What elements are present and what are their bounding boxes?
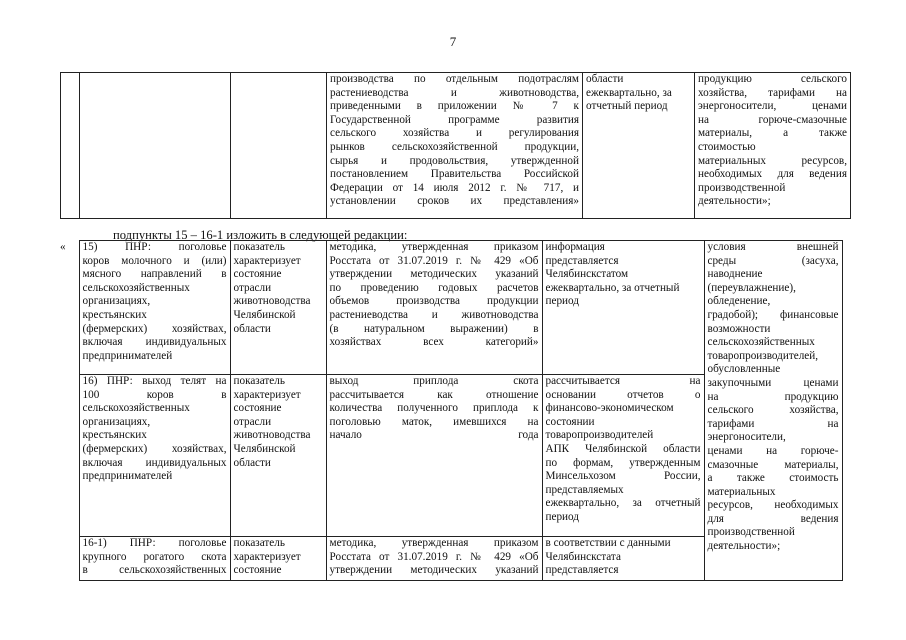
cell-line: стоимостью <box>698 140 756 153</box>
open-quote: « <box>60 240 66 253</box>
cell-line: производственной <box>698 181 786 194</box>
cell-line: производства по отдельным подотраслям <box>330 73 579 85</box>
cell-line: условия внешней <box>707 241 839 253</box>
cell-line: период <box>545 295 579 308</box>
cell-line: состояние <box>233 564 282 577</box>
row-16-source <box>542 375 704 537</box>
cell-line: (в натуральном выражении) в <box>329 322 539 335</box>
cell-line: 16-1) ПНР: поголовье <box>82 537 227 549</box>
cell-line: Росстата от 31.07.2019 г. № 429 «Об <box>329 254 539 267</box>
cell-line: 16) ПНР: выход телят на <box>82 375 227 387</box>
cell-line: обусловленные <box>707 363 781 376</box>
cell-line: Федерации от 14 июля 2012 г. № 717, и <box>330 181 579 194</box>
cell-line: состоянии <box>545 415 595 428</box>
cell-line: включая индивидуальных <box>82 336 227 349</box>
cell-line: растениеводства и животноводства <box>329 308 539 321</box>
cell-line: характеризует <box>233 550 301 563</box>
cell-line: мясного направлений в <box>82 268 227 281</box>
cell-line: Челябинской <box>233 442 296 455</box>
cell-line: продукцию сельского <box>698 73 847 85</box>
cell-line: необходимых для ведения <box>698 168 847 181</box>
cell-line: по формам, утвержденным <box>545 456 701 469</box>
cell-line: показатель <box>233 375 285 387</box>
cell-line: градобой); финансовые <box>707 308 839 321</box>
cell-line: коров молочного и (или) <box>82 254 227 267</box>
cell-line: на продукцию <box>707 390 839 403</box>
cell-line: рассчитывается как отношение <box>329 388 539 401</box>
row-16-description <box>230 375 326 537</box>
cell-line: характеризует <box>233 388 301 401</box>
cell-line: области <box>233 456 271 469</box>
cell-line: представляемых <box>545 483 624 496</box>
cell-line: ежеквартально, за отчетный <box>545 497 701 510</box>
cell-line: возможности <box>707 322 771 335</box>
cell-line: 100 коров в <box>82 388 227 401</box>
cell-line: товаропроизводителей <box>545 429 654 442</box>
cell-line: организациях, <box>82 415 151 428</box>
top-col2-cell <box>231 73 327 219</box>
cell-line: смазочные материалы, <box>707 458 839 471</box>
cell-line: области <box>233 322 271 335</box>
cell-line: АПК Челябинской области <box>545 442 701 455</box>
cell-line: ресурсов, необходимых <box>707 499 839 512</box>
cell-line: области <box>586 73 624 85</box>
cell-line: (фермерских) хозяйствах, <box>82 322 227 335</box>
risk-factors-cell <box>704 241 842 581</box>
cell-line: отрасли <box>233 281 272 294</box>
cell-line: среды (засуха, <box>707 254 839 267</box>
cell-line: 15) ПНР: поголовье <box>82 241 227 253</box>
cell-line: сельскохозяйственных <box>82 402 190 415</box>
cell-line: основании отчетов о <box>545 388 701 401</box>
row-16-method <box>326 375 542 537</box>
cell-line: количества полученного приплода к <box>329 402 539 415</box>
amendment-instruction: подпункты 15 – 16-1 изложить в следующей редакции: <box>113 228 408 242</box>
cell-line: Минсельхозом России, <box>545 470 701 483</box>
cell-line: приведенными в приложении № 7 к <box>330 100 579 113</box>
cell-line: показатель <box>233 241 285 253</box>
cell-line: хозяйствах всех категорий» <box>329 336 539 349</box>
cell-line: организациях, <box>82 295 151 308</box>
cell-line: в сельскохозяйственных <box>82 564 227 577</box>
cell-line: растениеводства и животноводства, <box>330 86 579 99</box>
cell-line: включая индивидуальных <box>82 456 227 469</box>
row-16-1-indicator <box>79 537 230 581</box>
cell-line: предпринимателей <box>82 349 173 362</box>
cell-line: материальных ресурсов, <box>698 154 847 167</box>
cell-line: закупочными ценами <box>707 376 839 389</box>
cell-line: по проведению годовых расчетов <box>329 281 539 294</box>
cell-line: отрасли <box>233 415 272 428</box>
row-16-1-description <box>230 537 326 581</box>
cell-line: поголовью маток, имевшихся на <box>329 415 539 428</box>
cell-line: состояние <box>233 402 282 415</box>
cell-line: период <box>545 510 579 523</box>
cell-line: сельскохозяйственных <box>707 336 815 349</box>
cell-line: представляется <box>545 254 619 267</box>
cell-line: финансово-экономическом <box>545 402 674 415</box>
row-15-description <box>230 241 326 375</box>
row-16-1-method <box>326 537 542 581</box>
cell-line: сельского хозяйства, <box>707 404 839 417</box>
cell-line: информация <box>545 241 605 253</box>
cell-line: рынков сельскохозяйственной продукции, <box>330 140 579 153</box>
cell-line: материалы, а также <box>698 127 847 140</box>
top-col1-cell <box>80 73 231 219</box>
cell-line: выход приплода скота <box>329 375 539 387</box>
cell-line: производственной <box>707 526 795 539</box>
main-table <box>58 240 843 581</box>
cell-line: животноводства <box>233 295 311 308</box>
cell-line: деятельности»; <box>707 540 781 553</box>
cell-line: Росстата от 31.07.2019 г. № 429 «Об <box>329 550 539 563</box>
cell-line: ежеквартально, за <box>586 86 672 99</box>
top-col5-cell <box>695 73 851 219</box>
cell-line: отчетный период <box>586 100 668 113</box>
cell-line: ценами на горюче- <box>707 444 839 457</box>
cell-line: утверждении методических указаний <box>329 564 539 577</box>
cell-line: Челябинской <box>233 308 296 321</box>
cell-line: (переувлажнение), <box>707 281 796 294</box>
cell-line: (фермерских) хозяйствах, <box>82 442 227 455</box>
cell-line: тарифами на <box>707 417 839 430</box>
cell-line: энергоносители, ценами <box>698 100 847 113</box>
top-col0-cell <box>61 73 80 219</box>
cell-line: крестьянских <box>82 429 147 442</box>
row-15-indicator <box>79 241 230 375</box>
top-table <box>60 72 851 219</box>
cell-line: методика, утвержденная приказом <box>329 537 539 549</box>
cell-line: рассчитывается на <box>545 375 701 387</box>
cell-line: наводнение <box>707 268 763 281</box>
cell-line: материальных <box>707 485 776 498</box>
cell-line: Государственной программе развития <box>330 113 579 126</box>
row-16-indicator <box>79 375 230 537</box>
cell-line: ежеквартально, за отчетный <box>545 281 680 294</box>
cell-line: для ведения <box>707 512 839 525</box>
cell-line: животноводства <box>233 429 311 442</box>
cell-line: товаропроизводителей, <box>707 349 819 362</box>
cell-line: обледенение, <box>707 295 771 308</box>
top-col3-cell <box>327 73 583 219</box>
cell-line: сырья и продовольствия, утвержденной <box>330 154 579 167</box>
cell-line: энергоносители, <box>707 431 786 444</box>
cell-line: начало года <box>329 429 539 442</box>
cell-line: крупного рогатого скота <box>82 550 227 563</box>
cell-line: методика, утвержденная приказом <box>329 241 539 253</box>
cell-line: утверждении методических указаний <box>329 268 539 281</box>
page-number: 7 <box>449 34 457 49</box>
cell-line: представляется <box>545 564 619 577</box>
cell-line: Челябинскстатом <box>545 268 629 281</box>
cell-line: крестьянских <box>82 308 147 321</box>
top-col4-cell <box>583 73 695 219</box>
row-15-source <box>542 241 704 375</box>
cell-line: объемов производства продукции <box>329 295 539 308</box>
row-15-method <box>326 241 542 375</box>
cell-line: предпринимателей <box>82 470 173 483</box>
cell-line: показатель <box>233 537 285 549</box>
cell-line: Челябинскстата <box>545 550 621 563</box>
cell-line: а также стоимость <box>707 472 839 485</box>
cell-line: установлении сроков их представления» <box>330 195 579 208</box>
cell-line: в соответствии с данными <box>545 537 671 549</box>
cell-line: состояние <box>233 268 282 281</box>
cell-line: деятельности»; <box>698 195 771 208</box>
cell-line: постановлением Правительства Российской <box>330 168 579 181</box>
cell-line: характеризует <box>233 254 301 267</box>
cell-line: сельскохозяйственных <box>82 281 190 294</box>
cell-line: хозяйства, тарифами на <box>698 86 847 99</box>
row-16-1-source <box>542 537 704 581</box>
cell-line: сельского хозяйства и регулирования <box>330 127 579 140</box>
cell-line: на горюче-смазочные <box>698 113 847 126</box>
